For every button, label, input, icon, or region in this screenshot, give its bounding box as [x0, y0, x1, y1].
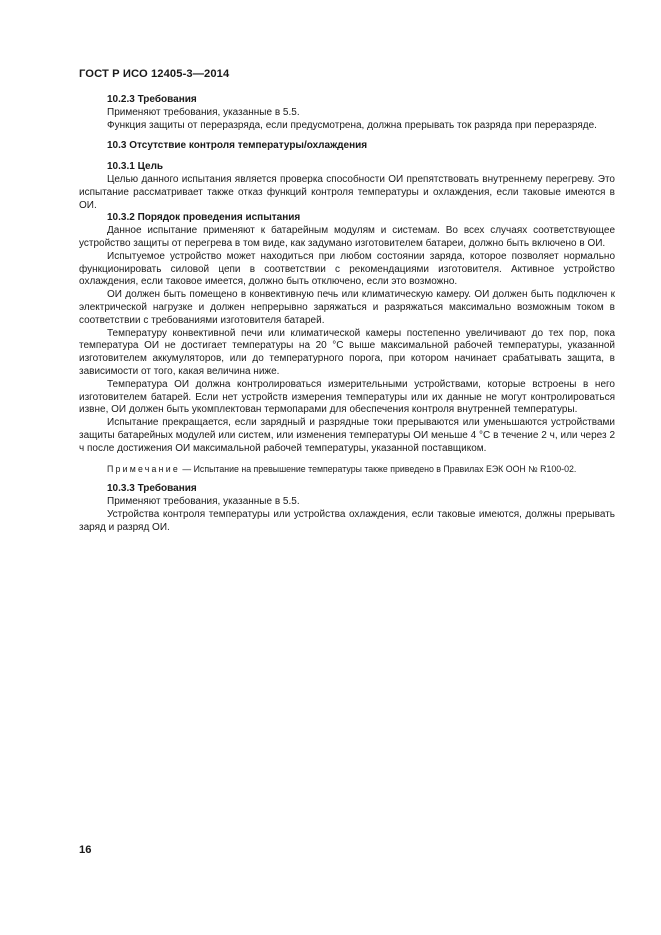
paragraph: Целью данного испытания является проверка способности ОИ препятствовать внутреннему перегреву. Это испытание рассматривает также отказ функций контроля температуры и охлаждения, если таковые имеются в ОИ. — [79, 173, 615, 211]
paragraph: Функция защиты от переразряда, если предусмотрена, должна прерывать ток разряда при переразряде. — [107, 119, 597, 131]
paragraph: Испытание прекращается, если зарядный и разрядные токи прерываются или уменьшаются устройствами защиты батарейных модулей или систем, или изменения температуры ОИ меньше 4 °С в течение 2 ч, или через 2 ч после достижения ОИ максимальной рабочей температуры, указанной поставщиком. — [79, 417, 615, 454]
paragraph: Данное испытание применяют к батарейным модулям и системам. Во всех случаях соответствующее устройство защиты от перегрева в том виде, как задумано изготовителем батареи, должно быть включено в ОИ. — [79, 225, 615, 249]
paragraph: Устройства контроля температуры или устройства охлаждения, если таковые имеются, должны прерывать заряд и разряд ОИ. — [79, 508, 615, 533]
section-heading-10-3-2: 10.3.2 Порядок проведения испытания — [107, 212, 301, 224]
section-heading-10-3-3: 10.3.3 Требования — [107, 483, 197, 495]
paragraph: Применяют требования, указанные в 5.5. — [107, 496, 300, 508]
document-body — [79, 94, 615, 535]
note-text: — Испытание на превышение температуры также приведено в Правилах ЕЭК ООН № R100-02. — [179, 463, 577, 474]
paragraph: Применяют требования, указанные в 5.5. — [107, 106, 300, 118]
paragraph: ОИ должен быть помещено в конвективную печь или климатическую камеру. ОИ должен быть подключен к электрической нагрузке и должен непрерывно заряжаться и разряжаться максимально возможным током в соответствии с требованиями изготовителя батарей. — [79, 289, 615, 326]
note — [79, 463, 615, 476]
paragraph: Температуру конвективной печи или климатической камеры постепенно увеличивают до тех пор, пока температура ОИ не достигает температуры на 20 °С выше максимальной рабочей температуры, указанной изготовителем аккумуляторов, или до температурного порога, при котором начинает срабатывать защита, в зависимости от того, какая величина ниже. — [79, 327, 615, 377]
note-label: Примечание — [107, 463, 180, 474]
section-heading-10-3-1: 10.3.1 Цель — [107, 161, 164, 173]
section-heading-10-2-3: 10.2.3 Требования — [107, 94, 197, 105]
page-number: 16 — [79, 844, 92, 856]
paragraph: Испытуемое устройство может находиться при любом состоянии заряда, которое позволяет нормально функционировать силовой цепи в соответствии с рекомендациями изготовителя. Активное устройство охлаждения, если таковое имеется, должно быть отключено, если это возможно. — [79, 250, 615, 288]
section-heading-10-3: 10.3 Отсутствие контроля температуры/охлаждения — [107, 140, 368, 152]
paragraph: Температура ОИ должна контролироваться измерительными устройствами, которые встроены в него изготовителем батарей. Если нет устройств измерения температуры или их данные не могут контролироваться извне, ОИ должен быть укомплектован термопарами для обеспечения контроля внутренней температуры. — [79, 378, 615, 416]
document-header: ГОСТ Р ИСО 12405-3—2014 — [79, 68, 230, 80]
